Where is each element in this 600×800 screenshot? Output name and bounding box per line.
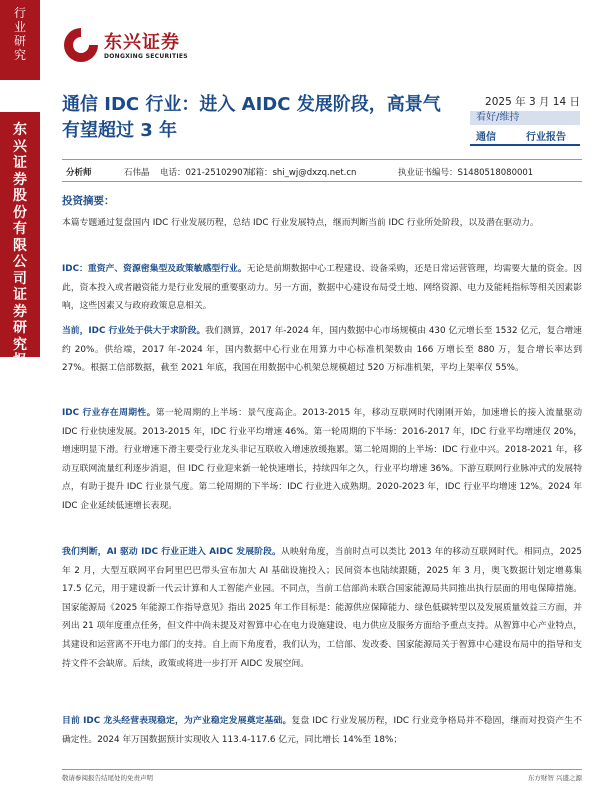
footer-disclaimer: 敬请参阅报告结尾处的免责声明 [62,774,153,782]
company-char: 证 [13,287,27,303]
company-char: 券 [13,171,27,188]
category-char: 研 [13,34,26,48]
company-char: 东 [13,122,27,138]
industry-tag: 通信 [476,132,496,143]
report-tags [470,128,580,143]
paragraph-body: 复盘 IDC 行业发展历程，IDC 行业竞争格局并不稳固，继而对投资产生不确定性。2024 年万国数据预计实现收入 113.4-117.6 亿元，同比增长 14%至 18%； [62,716,582,745]
category-band [0,0,40,80]
paragraph-lead: IDC：重资产、资源密集型及政策敏感型行业。 [62,264,247,274]
paragraph-body: 第一轮周期的上半场：景气度高企。2013-2015 年，移动互联网时代刚刚开始，加速增长的接入流量驱动 IDC 行业快速发展。2013-2015 年，IDC 行业平均增速 46%。第一轮周期的下半场：2016-2017 年，IDC 行业平均增速仅 20%，增速明显下滑。行业增速下滑主要受行业龙头非记互联收入增速放缓拖累。第二轮周期的上半场：IDC 行业中兴。2018-2021 年，移动互联网流量红利逐步消退，但 IDC 行业迎来新一轮快速增长，持续四年之久，行业平均增速 36%。下游互联网行业脉冲式的发展特点，有助于提升 IDC 行业景气度。第二轮周期的下半场：IDC 行业进入成熟期。2020-2023 年，IDC 行业平均增速 12%。2024 年 IDC 企业延续低速增长表现。 [62,408,582,511]
paragraph-body: 无论是前期数据中心工程建设、设备采购，还是日常运营管理，均需要大量的资金。因此，资本投入或者融资能力是行业发展的重要驱动力。另一方面，数据中心建设布局受土地、网络资源、电力及能耗指标等相关因素影响，这些因素又与政府政策息息相关。 [62,264,582,312]
logo-text-en: DONGXING SECURITIES [104,53,188,60]
paragraph-lead: IDC 行业存在周期性。 [62,408,156,418]
company-label [0,122,40,386]
analyst-cert: 执业证书编号：S1480518080001 [398,168,534,178]
paragraph [62,214,582,233]
analyst-label: 分析师 [66,168,92,178]
company-char: 份 [13,204,27,221]
paragraph [62,543,582,673]
analyst-rule-top [62,159,582,160]
company-char: 报 [13,353,27,369]
company-char: 限 [13,237,27,254]
paragraph-lead: 我们判断，AI 驱动 IDC 行业正进入 AIDC 发展阶段。 [62,547,281,557]
paragraph [62,404,582,516]
company-char: 兴 [13,138,27,155]
analyst-info [62,164,582,180]
paragraph-body: 我们测算，2017 年-2024 年，国内数据中心市场规模由 430 亿元增长至 1532 亿元，复合增速约 20%。供给端，2017 年-2024 年，国内数据中心行业在用算力中心标准机架数由 166 万增长至 880 万，复合增长率达到 27%。根据工信部数据，截至 2021 年底，我国在用数据中心机架总规模超过 520 万标准机架，平均上架率仅 55%。 [62,326,582,374]
company-char: 有 [13,221,27,237]
report-type-tag: 行业报告 [526,132,566,143]
rating-badge: 看好/维持 [470,111,580,125]
paragraph [62,712,582,749]
company-char: 司 [13,270,27,287]
analyst-phone: 电话：021-25102907 [160,168,249,178]
logo-text-cn: 东兴证券 [104,32,180,53]
header-divider [470,144,580,146]
company-char: 证 [13,155,27,171]
category-char: 究 [13,48,26,62]
paragraph-body: 本篇专题通过复盘国内 IDC 行业发展历程，总结 IDC 行业发展特点，继而判断当前 IDC 行业所处阶段，以及潜在驱动力。 [62,218,539,228]
analyst-email[interactable]: 邮箱：shi_wj@dxzq.net.cn [247,168,357,178]
analyst-rule-bottom [62,181,582,182]
company-char: 公 [13,254,27,270]
paragraph-lead: 目前 IDC 龙头经营表现稳定，为产业稳定发展奠定基础。 [62,716,292,726]
company-band [0,112,40,386]
paragraph [62,322,582,378]
footer-slogan: 东方财智 兴盛之源 [527,774,582,782]
company-char: 研 [13,320,27,336]
company-logo [64,26,224,66]
paragraph-lead: 当前，IDC 行业处于供大于求阶段。 [62,326,206,336]
footer-divider [62,769,582,770]
company-char: 究 [13,336,27,353]
summary-heading: 投资摘要： [62,195,115,207]
company-char: 股 [13,188,27,204]
left-sidebar [0,0,40,800]
logo-icon [64,28,98,62]
category-char: 业 [13,20,26,34]
company-char: 券 [13,303,27,320]
paragraph [62,260,582,316]
report-title: 通信 IDC 行业：进入 AIDC 发展阶段，高景气有望超过 3 年 [62,94,441,141]
category-char: 行 [13,6,26,20]
analyst-name: 石伟晶 [124,168,150,178]
company-char: 告 [13,369,27,386]
report-date: 2025 年 3 月 14 日 [485,96,580,108]
paragraph-body: 从映射角度，当前时点可以类比 2013 年的移动互联网时代。相同点，2025 年 2 月，大型互联网平台阿里巴巴带头宣布加大 AI 基础设施投入；民间资本也陆续跟随，2025 年 3 月，奥飞数据计划定增募集 17.5 亿元，用于建设新一代云计算和人工智能产业园。不同点，当前工信部尚未联合国家能源局共同推出执行层面的用电保障措施。国家能源局《2025 年能源工作指导意见》指出 2025 年工作目标是：能源供应保障能力、绿色低碳转型以及发展质量效益三方面，并列出 21 项年度重点任务，但文件中尚未提及对智算中心在电力设施建设、电力供应及服务方面给予重点支持。从智算中心产业特点，其建设和运营离不开电力部门的支持。自上而下角度看，我们认为，工信部、发改委、国家能源局关于智算中心建设布局中的指导和支持文件不会缺席。后续，政策或将进一步打开 AIDC 发展空间。 [62,547,583,669]
category-label [0,6,40,62]
